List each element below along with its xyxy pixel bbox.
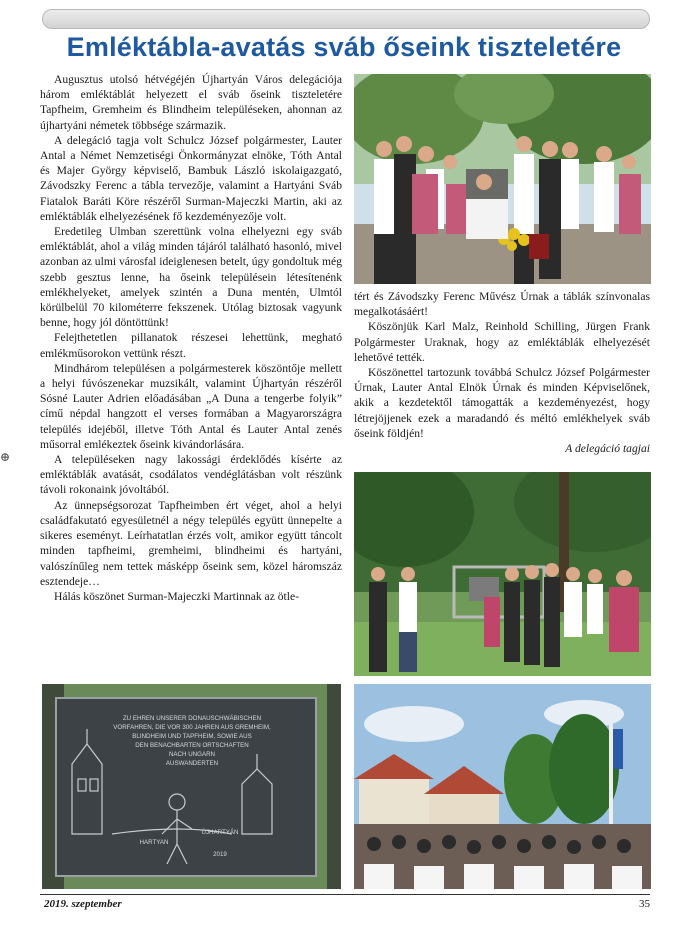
plaque-line: BLINDHEIM UND TAPFHEIM, SOWIE AUS: [132, 733, 252, 740]
group-photo-ceremony: [354, 74, 651, 284]
plaque-name-left: HARTYAN: [139, 839, 169, 846]
plaque-year: 2019: [213, 851, 227, 858]
plaque-line: NACH UNGARN: [168, 751, 216, 758]
signature: A delegáció tagjai: [565, 442, 650, 456]
outdoor-group-photo: [354, 472, 651, 676]
memorial-plaque-photo: [42, 684, 341, 889]
paragraph: Köszönettel tartozunk továbbá Schulcz József Polgármester Úrnak, Lauter Antal Elnök Úrnak és minden Képviselőnek, akik a kezdetektől támogatták a kezdeményezést, hogy létrejöjjenek ezek a maradandó és méltó emlékhelyek sváb őseink földjén!: [354, 366, 650, 440]
footer-divider: [40, 894, 650, 895]
paragraph: Az ünnepségsorozat Tapfheimben ért véget, ahol a helyi családfakutató egyesületnél a négy település együtt ünnepelte a sikeres eseményt. Leírhatatlan érzés volt, amikor együtt táncolt minden tapfheimi, gremheimi, blindheimi és hartyáni, valószínűleg nem tettek másképp őseink sem, közel háromszáz esztendeje…: [40, 498, 342, 588]
page-number: 35: [639, 898, 650, 910]
paragraph: Felejthetetlen pillanatok részesei lehettünk, megható emlékműsorokon vettünk részt.: [40, 331, 342, 360]
paragraph: Hálás köszönet Surman-Majeczki Martinnak az ötle-: [54, 589, 299, 603]
article-column-left: [40, 72, 342, 604]
paragraph: Eredetileg Ulmban szerettünk volna elhelyezni egy sváb emléktáblát, ahol a világ minden tájáról található hasonló, mivel azonban az ulmi városfal ideiglenesen betelt, úgy gondoltuk még szebb gesztus lenne, ha őseink településein létesítenénk emlékhelyeket, amelyek szintén a Duna mentén, Ulmtól körülbelül 70 kilométerre fekszenek. Utólag biztosak vagyunk benne, hogy jól döntöttünk!: [40, 225, 342, 330]
paragraph: A településeken nagy lakossági érdeklődés kísérte az emléktáblák avatását, csodálatos vendéglátásban volt részünk távoli rokonaink jóvoltából.: [40, 453, 342, 497]
paragraph: Augusztus utolsó hétvégéjén Újhartyán Város delegációja három emléktáblát helyezett el sváb őseink tiszteletére Tapfheim, Gremheim és Blindheim településeken, ahonnan az újhartyáni németek többsége származik.: [40, 73, 342, 132]
paragraph: tért és Závodszky Ferenc Művész Úrnak a táblák színvonalas megalkotásáért!: [354, 290, 650, 319]
village-celebration-photo: [354, 684, 651, 889]
header-decor-bar: [42, 9, 650, 29]
paragraph: A delegáció tagja volt Schulcz József polgármester, Lauter Antal a Német Nemzetiségi Önkormányzat elnöke, Tóth Antal és Majer György képviselő, Bambuk László iskolaigazgató, Závodszky Ferenc a tábla tervezője, valamint a Hartyáni Sváb Fiatalok Baráti Köre részéről Surman-Majeczki Martin, aki az emléktáblák elhelyezésének fő kezdeményezője volt.: [40, 133, 342, 223]
paragraph: Mindhárom településen a polgármesterek köszöntője mellett a helyi fúvószenekar muzsikált, valamint Újhartyán részéről Sósné Lauter Adrien előadásában „A Duna a tengerbe folyik” című népdal hangzott el verses formában a Magyarországra település idejéből, illetve Tóth Antal és Lauter Antal zenés műsorral emlékeztek őseink kivándorlására.: [40, 361, 342, 451]
footer-date: 2019. szeptember: [44, 898, 122, 910]
article-title: Emléktábla-avatás sváb őseink tiszteletére: [66, 32, 622, 62]
article-column-right: [354, 289, 650, 456]
crop-mark-icon: ⊕: [0, 450, 11, 464]
paragraph: Köszönjük Karl Malz, Reinhold Schilling, Jürgen Frank Polgármester Uraknak, hogy az emléktáblák elhelyezését lehetővé tették.: [354, 320, 650, 364]
plaque-name-right: ÚJHARTYÁN: [201, 829, 239, 836]
plaque-line: VORFAHREN, DIE VOR 300 JAHREN AUS GREMHEIM,: [113, 724, 271, 731]
plaque-line: ZU EHREN UNSERER DONAUSCHWÄBISCHEN: [122, 715, 262, 722]
plaque-line: AUSWANDERTEN: [165, 760, 219, 767]
plaque-line: DEN BENACHBARTEN ORTSCHAFTEN: [135, 742, 249, 749]
